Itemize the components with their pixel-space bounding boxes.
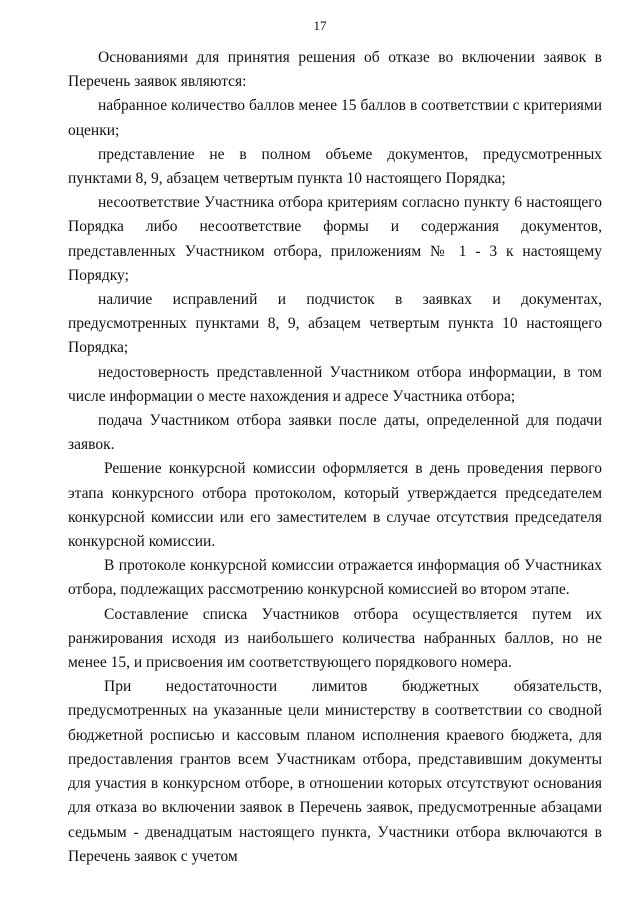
paragraph-grounds-intro: Основаниями для принятия решения об отказе во включении заявок в Перечень заявок являются: — [68, 49, 602, 91]
paragraph-commission-decision: Решение конкурсной комиссии оформляется в день проведения первого этапа конкурсного отбора протоколом, который утверждается председателем конкурсной комиссии или его заместителем в случае отсутствия председателя конкурсной комиссии. — [68, 460, 602, 551]
page-number: 17 — [313, 18, 327, 33]
paragraph-ranking: Составление списка Участников отбора осуществляется путем их ранжирования исходя из наибольшего количества набранных баллов, но не менее 15, и присвоения им соответствующего порядкового номера. — [68, 605, 602, 672]
document-body — [68, 46, 602, 869]
paragraph-false-information: недостоверность представленной Участником отбора информации, в том числе информации о месте нахождения и адресе Участника отбора; — [68, 363, 602, 405]
paragraph-late-submission: подача Участником отбора заявки после даты, определенной для подачи заявок. — [68, 412, 602, 454]
paragraph-score-below-15: набранное количество баллов менее 15 баллов в соответствии с критериями оценки; — [68, 97, 602, 139]
paragraph-incomplete-documents: представление не в полном объеме документов, предусмотренных пунктами 8, 9, абзацем четвертым пункта 10 настоящего Порядка; — [68, 145, 602, 188]
paragraph-corrections: наличие исправлений и подчисток в заявках и документах, предусмотренных пунктами 8, 9, абзацем четвертым пункта 10 настоящего Порядка; — [68, 291, 602, 357]
paragraph-insufficient-limits: При недостаточности лимитов бюджетных обязательств, предусмотренных на указанные цели министерству в соответствии со сводной бюджетной росписью и кассовым планом исполнения краевого бюджета, для предоставления грантов всем Участникам отбора, представившим документы для участия в конкурсном отборе, в отношении которых отсутствуют основания для отказа во включении заявок в Перечень заявок, предусмотренные абзацами седьмым - двенадцатым настоящего пункта, Участники отбора включаются в Перечень заявок с учетом — [68, 678, 602, 865]
paragraph-criteria-mismatch: несоответствие Участника отбора критериям согласно пункту 6 настоящего Порядка либо несоответствие формы и содержания документов, представленных Участником отбора, приложениям № 1 - 3 к настоящему Порядку; — [68, 194, 602, 284]
paragraph-protocol-info: В протоколе конкурсной комиссии отражается информация об Участниках отбора, подлежащих рассмотрению конкурсной комиссией во втором этапе. — [68, 557, 602, 599]
